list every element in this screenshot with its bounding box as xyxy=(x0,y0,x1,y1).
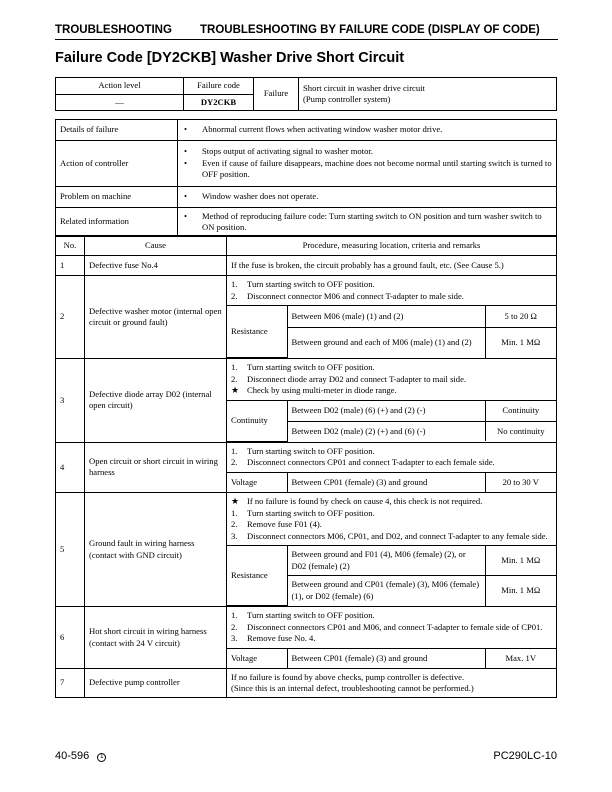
step-text: Disconnect connector M06 and connect T-adapter to male side. xyxy=(247,290,464,301)
measure-item: Voltage xyxy=(227,648,287,668)
step-text: Disconnect connectors CP01 and connect T-adapter to each female side. xyxy=(247,457,495,467)
step-text: Check by using multi-meter in diode range. xyxy=(247,385,397,395)
measurement-table xyxy=(227,648,556,669)
failure-code-value: DY2CKB xyxy=(184,94,254,111)
table-row xyxy=(56,493,557,607)
page-number-text: 40-596 xyxy=(55,750,90,762)
step-text: Remove fuse No. 4. xyxy=(247,633,316,643)
col-header-cause: Cause xyxy=(85,236,227,256)
step-number: 3. xyxy=(231,633,238,643)
measurement-table xyxy=(227,305,556,358)
step-text: Disconnect connectors M06, CP01, and D02, and connect T-adapter to any female side. xyxy=(247,530,548,541)
step-text: Disconnect diode array D02 and connect T-adapter to mail side. xyxy=(247,373,467,384)
measurement-table xyxy=(227,545,556,606)
measure-value: Min. 1 MΩ xyxy=(485,546,556,576)
measure-location: Between D02 (male) (6) (+) and (2) (-) xyxy=(287,400,485,421)
star-icon: ★ xyxy=(231,496,240,506)
cause-no: 3 xyxy=(56,359,85,443)
cause-text: Defective fuse No.4 xyxy=(85,256,227,276)
cause-no: 4 xyxy=(56,442,85,493)
related-item: • Method of reproducing failure code: Turn starting switch to ON position and turn washer switch to ON position. xyxy=(182,211,552,234)
step-number: 2. xyxy=(231,457,238,467)
measure-value: Continuity xyxy=(485,400,556,421)
step-number: 2. xyxy=(231,290,238,301)
cause-text: Defective pump controller xyxy=(85,669,227,698)
page-header xyxy=(55,24,558,40)
measure-value: 5 to 20 Ω xyxy=(485,306,556,328)
failure-description xyxy=(299,78,557,111)
action-level-label: Action level xyxy=(56,78,184,95)
star-icon: ★ xyxy=(231,385,240,395)
measure-item: Resistance xyxy=(227,306,287,358)
step-number: 1. xyxy=(231,279,238,289)
measure-location: Between ground and F01 (4), M06 (female) (2), or D02 (female) (2) xyxy=(287,546,485,576)
cause-text: Open circuit or short circuit in wiring harness xyxy=(85,442,227,493)
cause-no: 5 xyxy=(56,493,85,607)
measure-location: Between M06 (male) (1) and (2) xyxy=(287,306,485,328)
cause-no: 2 xyxy=(56,276,85,359)
action-item: • Even if cause of failure disappears, machine does not become normal until starting switch is turned to OFF position. xyxy=(182,158,552,181)
header-section: TROUBLESHOOTING xyxy=(55,24,172,36)
circle-mark-icon: 1 xyxy=(97,753,106,762)
step-text: Turn starting switch to OFF position. xyxy=(247,362,375,372)
measure-value: Max. 1V xyxy=(485,648,556,668)
measure-value: 20 to 30 V xyxy=(485,472,556,492)
step-number: 2. xyxy=(231,621,238,632)
step-text: Turn starting switch to OFF position. xyxy=(247,445,375,456)
failure-desc-line: Short circuit in washer drive circuit xyxy=(303,82,425,93)
measure-item: Voltage xyxy=(227,472,287,492)
cause-no: 7 xyxy=(56,669,85,698)
details-item: • Abnormal current flows when activating window washer motor drive. xyxy=(182,124,552,136)
header-subsection: TROUBLESHOOTING BY FAILURE CODE (DISPLAY OF CODE) xyxy=(200,24,540,36)
failure-info-table xyxy=(55,119,557,237)
page-number xyxy=(55,750,106,762)
measure-location: Between CP01 (female) (3) and ground xyxy=(287,472,485,492)
measure-item: Resistance xyxy=(227,546,287,606)
related-label: Related information xyxy=(56,208,178,237)
procedure-text xyxy=(227,669,557,698)
cause-text: Ground fault in wiring harness (contact with GND circuit) xyxy=(85,493,227,607)
step-text: Turn starting switch to OFF position. xyxy=(247,507,375,518)
procedure-line: If no failure is found by above checks, pump controller is defective. xyxy=(231,671,465,682)
step-number: 3. xyxy=(231,530,238,541)
measure-location: Between D02 (male) (2) (+) and (6) (-) xyxy=(287,421,485,441)
details-label: Details of failure xyxy=(56,120,178,141)
action-item: • Stops output of activating signal to washer motor. xyxy=(182,146,552,158)
table-row xyxy=(56,256,557,276)
step-number: 1. xyxy=(231,507,238,518)
measure-location: Between ground and CP01 (female) (3), M06 (female) (1), or D02 (female) (6) xyxy=(287,576,485,606)
table-row xyxy=(56,276,557,359)
failure-label: Failure xyxy=(254,78,299,111)
step-number: 2. xyxy=(231,519,238,529)
measure-value: Min. 1 MΩ xyxy=(485,328,556,358)
table-row xyxy=(56,669,557,698)
failure-code-table xyxy=(55,77,557,111)
page-title: Failure Code [DY2CKB] Washer Drive Short Circuit xyxy=(55,50,405,66)
cause-no: 6 xyxy=(56,607,85,669)
procedure-line: (Since this is an internal defect, troubleshooting cannot be performed.) xyxy=(231,683,474,693)
failure-code-label: Failure code xyxy=(184,78,254,95)
action-level-value: — xyxy=(56,94,184,111)
col-header-procedure: Procedure, measuring location, criteria and remarks xyxy=(227,236,557,256)
col-header-no: No. xyxy=(56,236,85,256)
measure-location: Between CP01 (female) (3) and ground xyxy=(287,648,485,668)
measure-value: No continuity xyxy=(485,421,556,441)
step-text: Turn starting switch to OFF position. xyxy=(247,610,375,620)
model-name: PC290LC-10 xyxy=(493,750,557,762)
step-number: 2. xyxy=(231,373,238,384)
table-row xyxy=(56,607,557,669)
cause-text: Defective washer motor (internal open circuit or ground fault) xyxy=(85,276,227,359)
table-row xyxy=(56,359,557,443)
measure-item: Continuity xyxy=(227,400,287,441)
measure-location: Between ground and each of M06 (male) (1) and (2) xyxy=(287,328,485,358)
measurement-table xyxy=(227,472,556,493)
step-number: 1. xyxy=(231,445,238,456)
table-row xyxy=(56,442,557,493)
measurement-table xyxy=(227,400,556,442)
step-text: If no failure is found by check on cause 4, this check is not required. xyxy=(247,496,483,506)
cause-text: Defective diode array D02 (internal open circuit) xyxy=(85,359,227,443)
failure-desc-line: (Pump controller system) xyxy=(303,94,391,104)
cause-text: Hot short circuit in wiring harness (contact with 24 V circuit) xyxy=(85,607,227,669)
step-text: Remove fuse F01 (4). xyxy=(247,519,322,529)
step-number: 1. xyxy=(231,362,238,372)
step-text: Turn starting switch to OFF position. xyxy=(247,279,375,289)
cause-table xyxy=(55,235,557,698)
step-number: 1. xyxy=(231,610,238,620)
measure-value: Min. 1 MΩ xyxy=(485,576,556,606)
action-label: Action of controller xyxy=(56,141,178,187)
step-text: Disconnect connectors CP01 and M06, and connect T-adapter to female side of CP01. xyxy=(247,621,543,632)
cause-no: 1 xyxy=(56,256,85,276)
problem-item: • Window washer does not operate. xyxy=(182,191,552,203)
procedure-text: If the fuse is broken, the circuit probably has a ground fault, etc. (See Cause 5.) xyxy=(227,256,557,276)
problem-label: Problem on machine xyxy=(56,187,178,208)
